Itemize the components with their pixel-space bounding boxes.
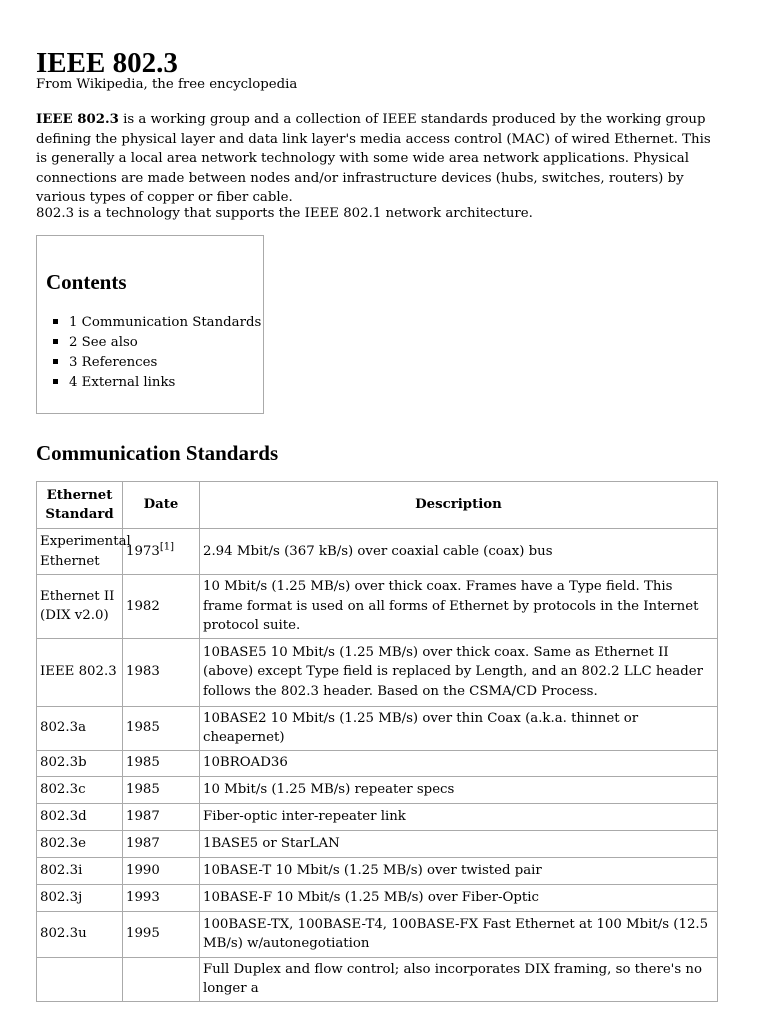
header-description: Description [200, 482, 718, 529]
date-value: 1993 [126, 889, 160, 905]
cell-description: 10BASE5 10 Mbit/s (1.25 MB/s) over thick coax. Same as Ethernet II (above) except Type field is replaced by Length, and an 802.2 LLC header follows the 802.3 header. Based on the CSMA/CD Process. [200, 638, 718, 706]
cell-description: 10 Mbit/s (1.25 MB/s) over thick coax. Frames have a Type field. This frame format is used on all forms of Ethernet by protocols in the Internet protocol suite. [200, 575, 718, 639]
cell-standard: 802.3a [37, 706, 123, 750]
cell-description: Fiber-optic inter-repeater link [200, 803, 718, 830]
date-value: 1973 [126, 543, 160, 559]
date-value: 1990 [126, 862, 160, 878]
cell-standard: 802.3c [37, 776, 123, 803]
table-row [37, 575, 718, 639]
cell-description: 100BASE-TX, 100BASE-T4, 100BASE-FX Fast Ethernet at 100 Mbit/s (12.5 MB/s) w/autonegotiation [200, 911, 718, 957]
cell-date [123, 857, 200, 884]
cell-date [123, 575, 200, 639]
table-row [37, 957, 718, 1001]
cell-standard: 802.3i [37, 857, 123, 884]
toc-item-external-links[interactable]: 4 External links [69, 373, 261, 393]
cell-date [123, 776, 200, 803]
table-row [37, 857, 718, 884]
cell-date [123, 884, 200, 911]
cell-standard [37, 957, 123, 1001]
table-row [37, 884, 718, 911]
table-body [37, 529, 718, 1002]
table-row [37, 803, 718, 830]
cell-standard: 802.3u [37, 911, 123, 957]
cell-date [123, 750, 200, 776]
page-title: IEEE 802.3 [36, 47, 178, 79]
date-value: 1995 [126, 926, 160, 942]
date-value: 1983 [126, 664, 160, 680]
header-standard: Ethernet Standard [37, 482, 123, 529]
table-header-row [37, 482, 718, 529]
table-row [37, 830, 718, 857]
table-row [37, 776, 718, 803]
cell-date [123, 803, 200, 830]
table-row [37, 750, 718, 776]
cell-description: 10 Mbit/s (1.25 MB/s) repeater specs [200, 776, 718, 803]
date-value: 1985 [126, 755, 160, 771]
page-subtitle: From Wikipedia, the free encyclopedia [36, 77, 298, 92]
standards-table [36, 481, 718, 1002]
toc-heading: Contents [46, 270, 127, 294]
cell-description: 10BASE-T 10 Mbit/s (1.25 MB/s) over twisted pair [200, 857, 718, 884]
cell-description: 10BROAD36 [200, 750, 718, 776]
architecture-note: 802.3 is a technology that supports the IEEE 802.1 network architecture. [36, 206, 533, 221]
toc-item-communication-standards[interactable]: 1 Communication Standards [69, 313, 261, 333]
table-of-contents [36, 235, 264, 414]
date-value: 1982 [126, 598, 160, 614]
cell-date [123, 830, 200, 857]
cell-description: 10BASE2 10 Mbit/s (1.25 MB/s) over thin Coax (a.k.a. thinnet or cheapernet) [200, 706, 718, 750]
cell-date [123, 529, 200, 575]
table-row [37, 911, 718, 957]
cell-standard: 802.3b [37, 750, 123, 776]
date-value: 1987 [126, 808, 160, 824]
table-row [37, 529, 718, 575]
table-row [37, 706, 718, 750]
cell-standard: Experimental Ethernet [37, 529, 123, 575]
header-date: Date [123, 482, 200, 529]
cell-standard: 802.3d [37, 803, 123, 830]
cell-standard: 802.3e [37, 830, 123, 857]
cell-date [123, 706, 200, 750]
cell-description: 1BASE5 or StarLAN [200, 830, 718, 857]
table-row [37, 638, 718, 706]
intro-text: is a working group and a collection of IEEE standards produced by the working group defining the physical layer and data link layer's media access control (MAC) of wired Ethernet. This is generally a local area network technology with some wide area network applications. Physical connections are made between nodes and/or infrastructure devices (hubs, switches, routers) by various types of copper or fiber cable. [36, 112, 711, 205]
date-value: 1987 [126, 835, 160, 851]
cell-date [123, 638, 200, 706]
cell-standard: IEEE 802.3 [37, 638, 123, 706]
cell-standard: 802.3j [37, 884, 123, 911]
cell-description: 2.94 Mbit/s (367 kB/s) over coaxial cable (coax) bus [200, 529, 718, 575]
citation-link[interactable]: [1] [159, 541, 175, 553]
toc-list [69, 313, 261, 393]
intro-bold-term: IEEE 802.3 [36, 112, 119, 127]
cell-description: Full Duplex and flow control; also incorporates DIX framing, so there's no longer a [200, 957, 718, 1001]
cell-date [123, 957, 200, 1001]
date-value: 1985 [126, 720, 160, 736]
toc-item-references[interactable]: 3 References [69, 353, 261, 373]
section-title: Communication Standards [36, 441, 279, 465]
cell-date [123, 911, 200, 957]
cell-description: 10BASE-F 10 Mbit/s (1.25 MB/s) over Fiber-Optic [200, 884, 718, 911]
cell-standard: Ethernet II (DIX v2.0) [37, 575, 123, 639]
date-value: 1985 [126, 781, 160, 797]
intro-paragraph [36, 110, 717, 208]
toc-item-see-also[interactable]: 2 See also [69, 333, 261, 353]
